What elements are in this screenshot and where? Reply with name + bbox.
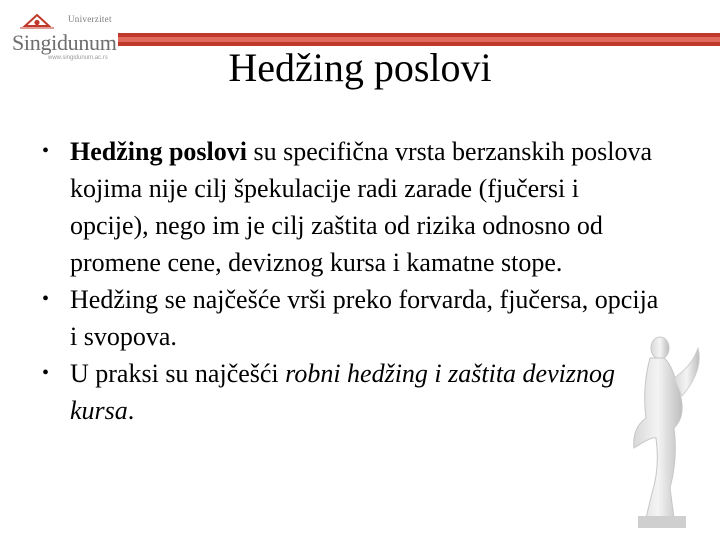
bullet-bold-term: Hedžing poslovi bbox=[70, 137, 247, 166]
header-bar-highlight bbox=[118, 37, 720, 42]
logo-name: Singidunum bbox=[12, 30, 117, 55]
bullet-item bbox=[40, 281, 660, 355]
logo-small-text: Univerzitet bbox=[68, 14, 112, 24]
logo-url: www.singidunum.ac.rs bbox=[48, 55, 108, 61]
bullet-marker: • bbox=[42, 362, 50, 384]
slide-title-text: Hedžing poslovi bbox=[228, 45, 492, 90]
bullet-text: U praksi su najčešći bbox=[70, 359, 286, 388]
bullet-list bbox=[40, 133, 660, 429]
bullet-item bbox=[40, 355, 660, 429]
slide-title bbox=[0, 44, 720, 91]
bullet-text: Hedžing se najčešće vrši preko forvarda, fjučersa, opcija i svopova. bbox=[70, 285, 659, 351]
bullet-marker: • bbox=[42, 140, 50, 162]
bullet-text: su specifična vrsta berzanskih poslova kojima nije cilj špekulacije radi zarade (fjučersi i opcije), nego im je cilj zaštita od rizika odnosno od promene cene, deviznog kursa i kamatne stope. bbox=[70, 137, 653, 277]
bullet-item bbox=[40, 133, 660, 281]
bullet-marker: • bbox=[42, 288, 50, 310]
bullet-italic-text: robni hedžing i zaštita deviznog kursa bbox=[70, 359, 615, 425]
bullet-tail: . bbox=[127, 396, 135, 425]
statue-decoration-icon bbox=[612, 318, 712, 533]
